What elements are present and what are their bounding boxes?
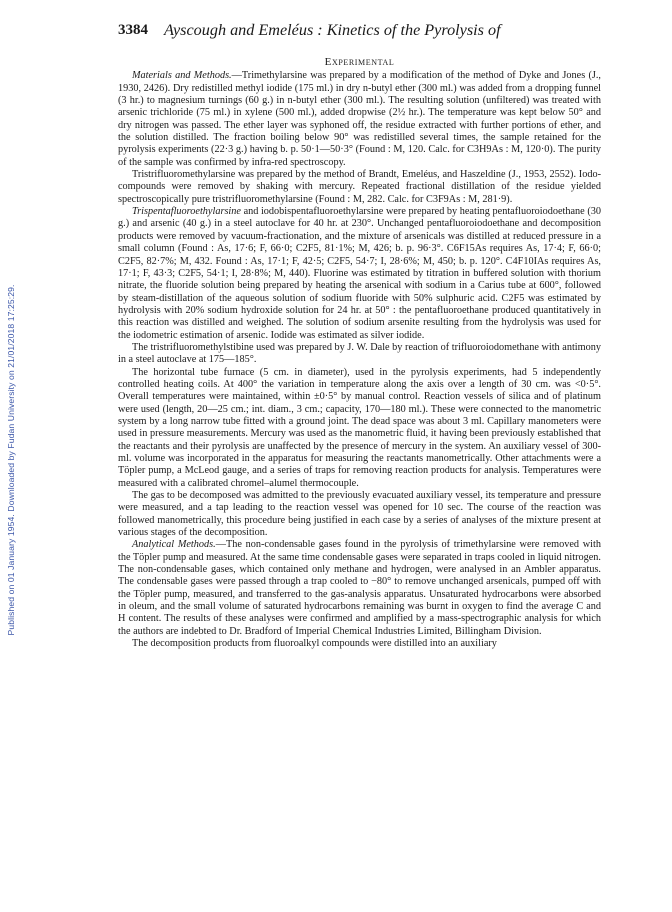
paragraph-materials-methods [118, 70, 601, 169]
paragraph-text: The decomposition products from fluoroalkyl compounds were distilled into an auxiliary [132, 638, 497, 650]
run-in-heading: Trispentafluoroethylarsine [132, 206, 241, 218]
paragraph-text: and iodobispentafluoroethylarsine were prepared by heating pentafluoroiodoethane (30 g.) and arsenic (40 g.) in a steel autoclave for 40 hr. at 230°. Unchanged pentafluoroiodoethane and decomposition products were removed by vacuum-fractionation, and the mixture of arsenicals was distilled at reduced pressure in a small column (Found : As, 17·6; F, 66·0; C2F5, 81·1%; M, 426; b. p. 96·3°. C6F15As requires As, 17·4; F, 66·0; C2F5, 82·7%; M, 432. Found : As, 17·1; F, 42·5; C2F5, 54·7; I, 28·6%; M, 450; b. p. 120°. C4F10IAs requires As, 17·1; F, 43·3; C2F5, 54·1; I, 28·8%; M, 440). Fluorine was estimated by titration in buffered solution with thorium nitrate, the fluoride solution being prepared by heating the arsenical with sodium in a Carius tube at 600°, followed by steam-distillation of the aqueous solution of sodium fluoride with 50% sulphuric acid. C2F5 was estimated by hydrolysis with 20% sodium hydroxide solution for 24 hr. at 50° : the pentafluoroethane produced quantitatively in this reaction was distilled and weighed. The solution of sodium arsenite resulting from the hydrolysis was used for the iodometric estimation of arsenic. Iodide was estimated as silver iodide. [118, 206, 601, 341]
run-in-heading: Materials and Methods. [132, 70, 232, 82]
paragraph-text: —The non-condensable gases found in the pyrolysis of trimethylarsine were removed with the Töpler pump and measured. At the same time condensable gases were separated in traps cooled in liquid nitrogen. The non-condensable gases, which contained only methane and hydrogen, were analysed in an Ambler apparatus. The condensable gases were passed through a trap cooled to −80° to remove unchanged arsenicals, pumped off with the Töpler pump, measured, and transferred to the gas-analysis apparatus. Unsaturated hydrocarbons were absorbed in oleum, and the small volume of saturated hydrocarbons remaining was burnt in oxygen to find the average C and H content. The results of these analyses were confirmed and amplified by a mass-spectrographic analysis for which the authors are indebted to Dr. Bradford of Imperial Chemical Industries Limited, Billingham Division. [118, 539, 601, 637]
paragraph-trispentafluoroethylarsine [118, 206, 601, 342]
paragraph-analytical-methods [118, 539, 601, 638]
paragraph-text: —Trimethylarsine was prepared by a modification of the method of Dyke and Jones (J., 1930, 2426). Dry redistilled methyl iodide (175 ml.) in dry n-butyl ether (300 ml.) was added from a dropping funnel (3 hr.) to magnesium turnings (60 g.) in n-butyl ether (300 ml.). The resulting solution (unfiltered) was treated with arsenic trichloride (75 ml.) in xylene (500 ml.), added dropwise (2½ hr.). The temperature was kept below 50° and dry nitrogen was passed. The ether layer was syphoned off, the residue extracted with further portions of ether, and the solution distilled. The fraction boiling below 90° was redistilled several times, the sample retained for the pyrolysis experiments (22·3 g.) having b. p. 50·1—50·3° (Found : M, 120. Calc. for C3H9As : M, 120·0). The purity of the sample was confirmed by infra-red spectroscopy. [118, 70, 601, 168]
paragraph-tristrifluoromethylarsine [118, 169, 601, 206]
paragraph-furnace [118, 367, 601, 490]
paragraph-decomposition-products [118, 638, 601, 650]
download-watermark-sidebar [0, 0, 22, 912]
page-header [118, 22, 598, 44]
page-number: 3384 [118, 22, 148, 38]
run-in-heading: Analytical Methods. [132, 539, 216, 551]
publication-download-notice: Published on 01 January 1954. Downloaded by Fudan University on 21/01/2018 17:25:29. [6, 284, 16, 636]
paragraph-text: Tristrifluoromethylarsine was prepared by the method of Brandt, Emeléus, and Haszeldine (J., 1953, 2552). Iodo-compounds were removed by shaking with mercury. Repeated fractional distillation of the residue yielded spectroscopically pure tristrifluoromethylarsine (Found : M, 282. Calc. for C3F9As : M, 281·9). [118, 169, 601, 205]
paragraph-text: The horizontal tube furnace (5 cm. in diameter), used in the pyrolysis experiments, had 5 independently controlled heating coils. At 400° the variation in temperature along the axis over a length of 30 cm. was <0·5°. Overall temperatures were maintained, within ±0·5° by manual control. Reaction vessels of silica and of platinum were used (length, 20—25 cm.; int. diam., 3 cm.; capacity, 170—180 ml.). These were connected to the manometric system by a long narrow tube fitted with a ground joint. The dead space was about 3 ml. Capillary manometers were used in pressure measurements. Mercury was used as the manometric fluid, it having been previously established that the reactants and their pyrolysis are unaffected by the presence of mercury in the system. An auxiliary vessel of 300-ml. volume was incorporated in the apparatus for measuring the reactants manometrically. Other attachments were a Töpler pump, a McLeod gauge, and a series of traps for removing reaction products for analysis. Temperatures were measured with a calibrated chromel–alumel thermocouple. [118, 366, 601, 489]
section-heading-experimental: Experimental [324, 56, 395, 68]
running-title: Ayscough and Emeléus : Kinetics of the Pyrolysis of [164, 21, 501, 39]
paragraph-gas-admission [118, 490, 601, 539]
paragraph-text: The tristrifluoromethylstibine used was prepared by J. W. Dale by reaction of trifluoroiodomethane with antimony in a steel autoclave at 175—185°. [118, 341, 601, 366]
paragraph-text: The gas to be decomposed was admitted to the previously evacuated auxiliary vessel, its temperature and pressure were measured, and a tap leading to the reaction vessel was opened for 10 sec. The course of the reaction was followed manometrically, this procedure being justified in each case by a series of analyses of the mixture present at various stages of the decomposition. [118, 490, 601, 539]
article-body [118, 56, 601, 651]
paragraph-stibine [118, 342, 601, 367]
